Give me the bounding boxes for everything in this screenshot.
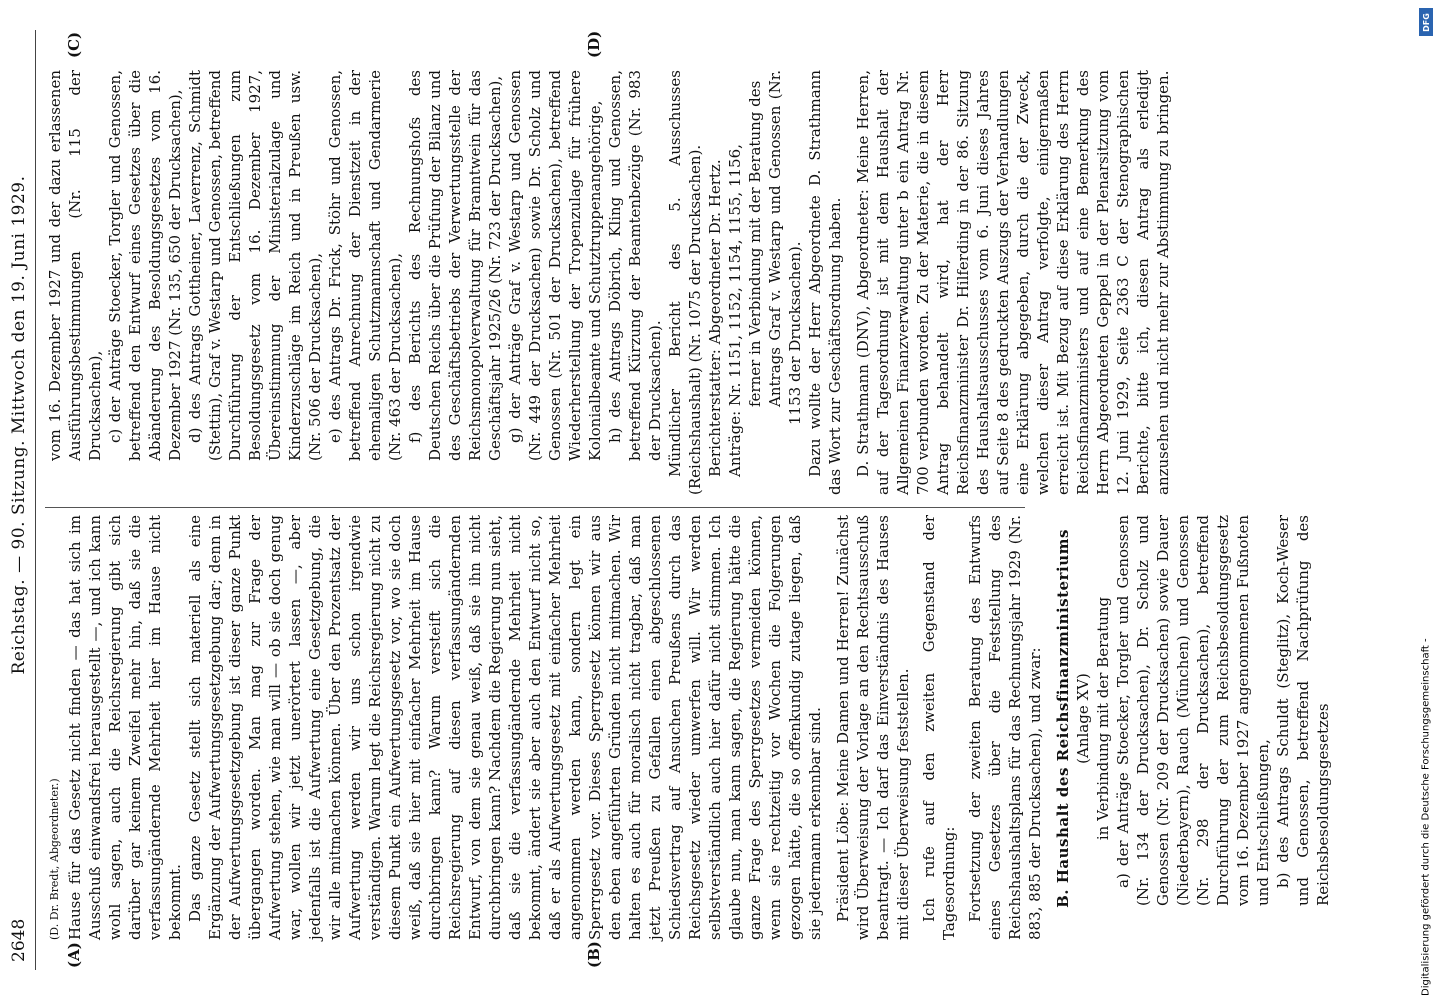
right-column xyxy=(45,70,1173,495)
paragraph: Dazu wollte der Herr Abgeordnete D. Strathmann das Wort zur Geschäftsordnung haben. xyxy=(806,70,844,495)
paragraph: Fortsetzung der zweiten Beratung des Entwurfs eines Gesetzes über die Feststellung des Reichshaushaltsplans für das Rechnungsjahr 1929 (Nr. 883, 885 der Drucksachen), und zwar: xyxy=(966,515,1044,940)
rapporteur: Berichterstatter: Abgeordneter Dr. Hertz. xyxy=(706,159,724,477)
paragraph: vom 16. Dezember 1927 und der dazu erlassenen Ausführungsbestimmungen (Nr. 115 der Drucksachen), xyxy=(46,70,104,461)
agenda-item-d: d) des Antrags Gottheiner, Laverrenz, Schmidt (Stettin), Graf v. Westarp und Genossen, betreffend Durchführung der Entschließungen zum Besoldungsgesetz vom 16. Dezember 1927, Übereinstimmung der Ministerialzulage und Kinderzuschläge im Reich und in Preußen usw. (Nr. 506 der Drucksachen), xyxy=(186,70,324,461)
digitization-credit: Digitalisierung gefördert durch die Deutsche Forschungsgemeinschaft - xyxy=(1420,638,1432,996)
paragraph: Hause für das Gesetz nicht finden — das hat sich im Ausschuß einwandsfrei herausgestellt —, und ich kann wohl sagen, auch die Reichsregierung gibt sich darüber gar keinem Zweifel mehr hin, daß sie die verfassungändernde Mehrheit hier im Hause nicht bekommt. xyxy=(66,515,184,940)
page-title: Reichstag. — 90. Sitzung. Mittwoch den 19. Juni 1929. xyxy=(9,175,29,675)
page-header xyxy=(5,30,36,970)
agenda-item-c: c) der Anträge Stoecker, Torgler und Genossen, betreffend den Entwurf eines Gesetzes über die Abänderung des Besoldungsgesetzes vom 16. Dezember 1927 (Nr. 135, 650 der Drucksachen), xyxy=(106,70,184,461)
agenda-item-g: g) der Anträge Graf v. Westarp und Genossen (Nr. 449 der Drucksachen) sowie Dr. Scholz und Genossen (Nr. 501 der Drucksachen), betreffend Wiederherstellung der Tropenzulage für frühere Kolonialbeamte und Schutztruppenangehörige, xyxy=(506,70,604,461)
paragraph: Das ganze Gesetz stellt sich materiell als eine Ergänzung der Aufwertungsgesetzgebung dar; denn in der Aufwertungsgesetzgebung ist dieser ganze Punkt übergangen worden. Man mag zur Frage der Aufwertung stehen, wie man will — ob sie doch genug war, wollen wir jetzt unerörtert lassen —, aber jedenfalls ist die Aufwertung eine Gesetzgebung, die wir alle mitmachen können. Über den Prozentsatz der Aufwertung werden wir uns schon irgendwie verständigen. Warum legt die Reichsregierung nicht zu diesem Punkt ein Aufwertungsgesetz vor, wo sie doch weiß, daß sie hier mit einfacher Mehrheit im Hause durchbringen kann? Warum versteift sich die Reichsregierung auf diesen verfassungändernden Entwurf, von dem sie genau weiß, daß sie ihn nicht durchbringen kann? Nachdem die Regierung nun sieht, daß sie die verfassungändernde Mehrheit nicht bekommt, ändert sie aber auch den Entwurf nicht so, daß er als Aufwertungsgesetz mit einfacher Mehrheit angenommen werden kann, sondern legt ein Sperrgesetz vor. Dieses Sperrgesetz können wir aus den eben angeführten Gründen nicht mitmachen. Wir halten es auch für moralisch nicht tragbar, daß man jetzt Preußen zu Gefallen einen abgeschlossenen Schiedsvertrag auf Ansuchen Preußens durch das Reichsgesetz wieder umwerfen will. Wir werden selbstverständlich auch hier dafür nicht stimmen. Ich glaube nun, man kann sagen, die Regierung hätte die ganze Frage des Sperrgesetzes vermeiden können, wenn sie rechtzeitig vor Wochen die Folgerungen gezogen hätte, die so offenkundig zutage liegen, daß sie jedermann erkennbar sind. xyxy=(186,515,824,940)
section-annex: (Anlage XV) xyxy=(1074,673,1092,764)
agenda-item-a: a) der Anträge Stoecker, Torgler und Genossen (Nr. 134 der Drucksachen), Dr. Scholz und Genossen (Nr. 209 der Drucksachen) sowie Dauer (Niederbayern), Rauch (München) und Genossen (Nr. 298 der Drucksachen), betreffend Durchführung der zum Reichsbesoldungsgesetz vom 16. Dezember 1927 angenommenen Fußnoten und Entschließungen, xyxy=(1114,515,1272,906)
agenda-item-h: h) des Antrags Döbrich, Kling und Genossen, betreffend Kürzung der Beamtenbezüge (Nr. 983 der Drucksachen). xyxy=(606,70,664,461)
agenda-item-f: f) des Berichts des Rechnungshofs des Deutschen Reichs über die Prüfung der Bilanz und des Geschäftsbetriebs der Verwertungsstelle der Reichsmonopolverwaltung für Branntwein für das Geschäftsjahr 1925/26 (Nr. 723 der Drucksachen), xyxy=(406,70,504,461)
paragraph-president: Präsident Löbe: Meine Damen und Herren! Zunächst wird Überweisung der Vorlage an den Rechtsausschuß beantragt. — Ich darf das Einverständnis des Hauses mit dieser Überweisung feststellen. xyxy=(834,515,912,940)
agenda-item-e: e) des Antrags Dr. Frick, Stöhr und Genossen, betreffend Anrechnung der Dienstzeit in der ehemaligen Schutzmannschaft und Gendarmerie (Nr. 463 der Drucksachen), xyxy=(326,70,404,461)
committee-report: Mündlicher Bericht des 5. Ausschusses (Reichshaushalt) (Nr. 1075 der Drucksachen). xyxy=(666,70,704,495)
speaker-note: (D. Dr. Bredt, Abgeordneter.) xyxy=(48,778,61,940)
document-page xyxy=(5,30,1375,970)
column-divider xyxy=(45,507,1025,508)
motion-graf: Antrags Graf v. Westarp und Genossen (Nr. 1153 der Drucksachen). xyxy=(766,70,804,425)
further-connection: ferner in Verbindung mit der Beratung des xyxy=(746,80,764,407)
section-connection: in Verbindung mit der Beratung xyxy=(1094,596,1112,841)
agenda-item-b: b) des Antrags Schuldt (Steglitz), Koch-Weser und Genossen, betreffend Nachprüfung des Reichsbesoldungsgesetzes xyxy=(1274,515,1332,906)
motions: Anträge: Nr. 1151, 1152, 1154, 1155, 1156, xyxy=(726,144,744,477)
dfg-logo: DFG xyxy=(1419,8,1433,36)
page-number: 2648 xyxy=(9,918,29,962)
speech-strathmann: D. Strathmann (DNV), Abgeordneter: Meine Herren, auf der Tagesordnung ist mit dem Haushalt der Allgemeinen Finanzverwaltung unter b ein Antrag Nr. 700 verbunden worden. Zu der Materie, die in diesem Antrag behandelt wird, hat der Herr Reichsfinanzminister Dr. Hilferding in der 86. Sitzung des Haushaltsausschusses vom 6. Juni dieses Jahres auf Seite 8 des gedruckten Auszugs der Verhandlungen eine Erklärung abgegeben, durch die der Zweck, welchen dieser Antrag verfolgte, einigermaßen erreicht ist. Mit Bezug auf diese Erklärung des Herrn Reichsfinanzministers und auf eine Bemerkung des Herrn Abgeordneten Geppel in der Plenarsitzung vom 12. Juni 1929, Seite 2363 C der Stenographischen Berichte, bitte ich, diesen Antrag als erledigt anzusehen und nicht mehr zur Abstimmung zu bringen. xyxy=(854,70,1172,495)
paragraph: Ich rufe auf den zweiten Gegenstand der Tagesordnung: xyxy=(920,515,958,940)
margin-marker-b: (B) xyxy=(585,941,603,968)
section-heading: B. Haushalt des Reichsfinanzministeriums xyxy=(1054,529,1072,908)
margin-marker-d: (D) xyxy=(585,30,603,58)
margin-marker-c: (C) xyxy=(65,31,83,58)
margin-marker-a: (A) xyxy=(65,942,83,968)
left-column xyxy=(45,515,1333,940)
